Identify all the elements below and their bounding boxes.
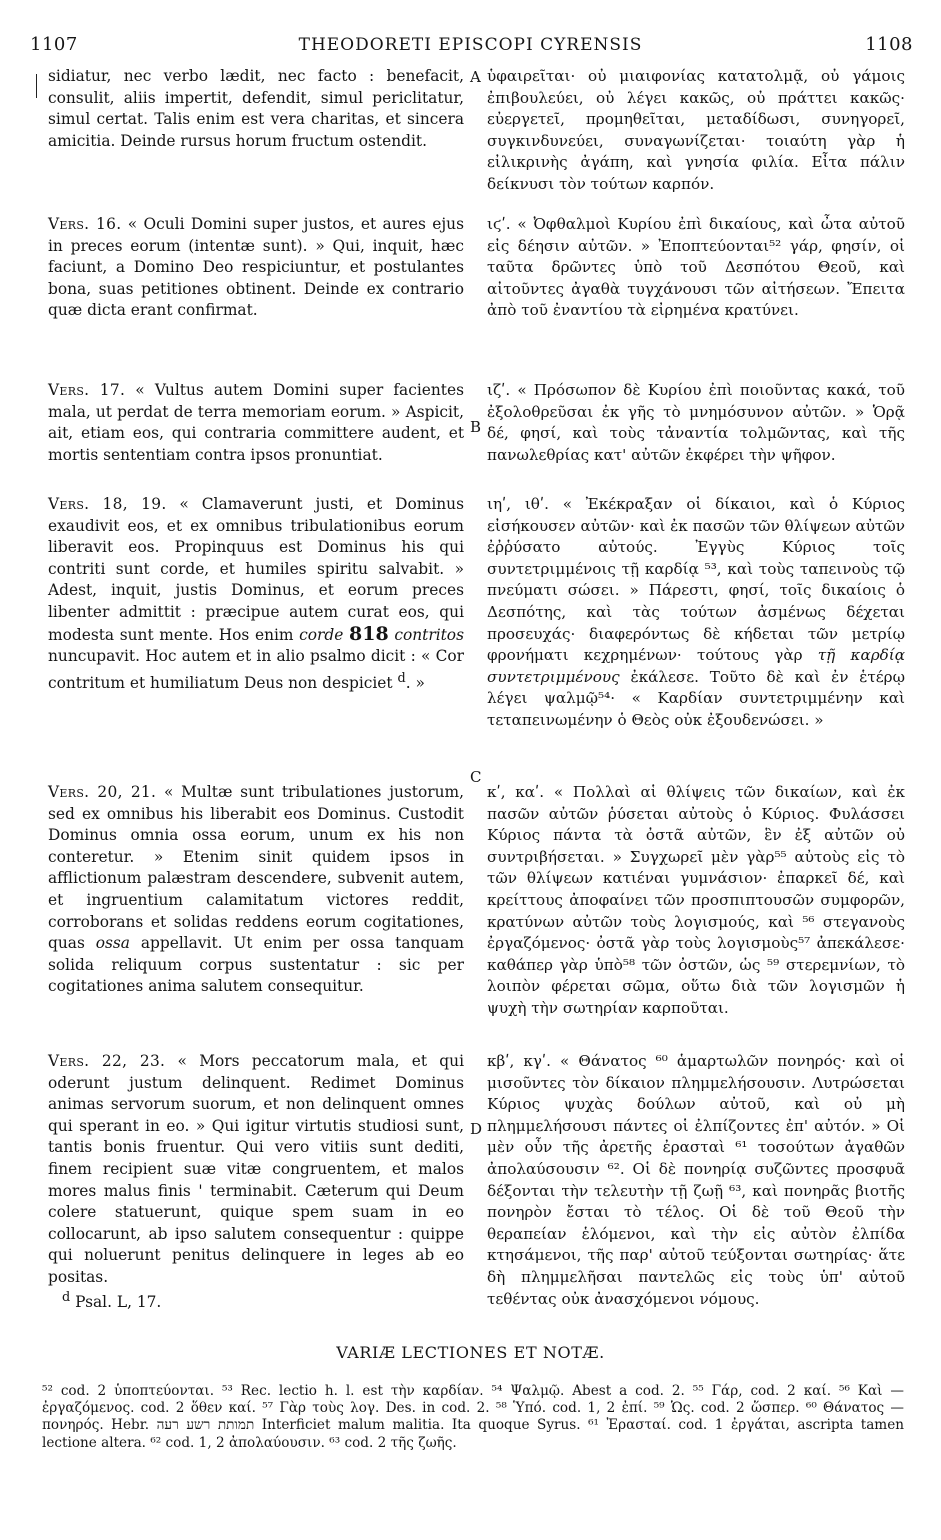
latin-text: « Clamaverunt justi, et Dominus exaudivit eos, et ex omnibus tribulationibus eorum liberavit eos. Propinquus est Dominus his qui contriti sunt corde, et humiles spiritu salvabit. » Adest, inquit, justis Dominus, et eorum preces libenter admittit : præcipue autem curat eos, qui modesta sunt mente. Hos enim — [48, 495, 464, 644]
latin-column — [48, 66, 464, 1286]
page-number-right: 1108 — [865, 34, 913, 55]
verse-label: κʹ, καʹ. — [487, 783, 545, 801]
latin-paragraph — [48, 214, 464, 376]
verse-label: Vers. 18, 19. — [48, 495, 167, 513]
verse-label: Vers. 17. — [48, 381, 126, 399]
greek-text: « Πολλαὶ αἱ θλίψεις τῶν δικαίων, καὶ ἐκ πασῶν αὐτῶν ῥύσεται αὐτοὺς ὁ Κύριος. Φυλάσσει Κύριος πάντα τὰ ὀστᾶ αὐτῶν, ἓν ἐξ αὐτῶν οὐ συντριβήσεται. » Συγχωρεῖ μὲν γὰρ⁵⁵ αὐτοὺς εἰς τὸ τῶν θλίψεων κατιέναι γυμνάσιον· ἐπαρκεῖ δέ, καὶ κρείττους ἀποφαίνει τῶν προσπιπτουσῶν συμφορῶν, κρατύνων αὐτῶν τοὺς λογισμούς, καὶ ⁵⁶ στεγανοὺς ἐργαζόμενος· ὀστᾶ γὰρ τοὺς λογισμοὺς⁵⁷ ἀπεκάλεσε· καθάπερ γὰρ ὑπὸ⁵⁸ τῶν ὀστῶν, ὡς ⁵⁹ στερεμνίων, τὸ λοιπὸν φέρεται σῶμα, οὕτω διὰ τῶν λογισμῶν ἡ ψυχὴ τὴν σωτηρίαν καρποῦται. — [487, 783, 905, 1017]
footnote-text: Psal. L, 17. — [75, 1293, 162, 1312]
footnote-ref: d — [397, 670, 406, 686]
section-marker-c: C — [470, 768, 482, 786]
margin-bracket — [36, 74, 37, 98]
latin-text: . » — [405, 673, 425, 692]
latin-text: « Mors peccatorum mala, et qui oderunt justum delinquent. Redimet Dominus animas servorum suorum, et non delinquent omnes qui sperant in eo. » Qui igitur virtutis studiosi sunt, tantis bonis fruentur. Qui vero vitiis sunt dediti, finem recipient suæ vitæ congruentem, et malos mores malus finis ' terminabit. Cæterum qui Deum colere statuerunt, quique spem suam in eo collocarunt, ab ipso salutem consequentur : quippe qui noluerunt penitus delinquere in leges ab eo positas. — [48, 1052, 464, 1286]
column-number: 818 — [349, 622, 389, 645]
page-number-left: 1107 — [30, 34, 78, 55]
greek-paragraph — [487, 1051, 906, 1308]
latin-text: « Oculi Domini super justos, et aures ejus in preces eorum (intentæ sunt). » Qui, inquit, hæc faciunt, a Domino Deo respiciuntur, et postulantes bona, suas petitiones obtinent. Deinde ex contrario quæ dicta erant confirmat. — [48, 215, 464, 320]
verse-label: ιζʹ. — [487, 381, 511, 399]
verse-label: ιηʹ, ιθʹ. — [487, 495, 549, 513]
greek-paragraph — [487, 494, 905, 756]
greek-text: « Ἐκέκραξαν οἱ δίκαιοι, καὶ ὁ Κύριος εἰσήκουσεν αὐτῶν· καὶ ἐκ πασῶν τῶν θλίψεων αὐτῶν ἐῤῥύσατο αὐτούς. Ἐγγὺς Κύριος τοῖς συντετριμμένοις τῇ καρδίᾳ ⁵³, καὶ τοὺς ταπεινοὺς τῷ πνεύματι σώσει. » Πάρεστι, φησί, τοῖς δικαίοις ὁ Δεσπότης, καὶ τὰς τούτων ἀσμένως δέχεται προσευχάς· διαφερόντως δὲ κήδεται τῶν μετρίῳ φρονήματι κεχρημένων· τούτους γὰρ — [487, 495, 906, 665]
section-marker-b: B — [470, 418, 482, 436]
greek-text: ἐκάλεσε. Τοῦτο δὲ καὶ ἐν ἑτέρῳ λέγει ψαλμῷ⁵⁴· « Καρδίαν συντετριμμένην καὶ τεταπεινωμένην ὁ Θεὸς οὐκ ἐξουδενώσει. » — [487, 667, 905, 729]
verse-label: Vers. 16. — [48, 215, 122, 233]
variae-text: ⁵² cod. 2 ὑποπτεύονται. ⁵³ Rec. lectio h. l. est τὴν καρδίαν. ⁵⁴ Ψαλμῷ. Abest a cod. 2. ⁵⁵ Γάρ, cod. 2 καί. ⁵⁶ Καὶ — ἐργαζόμενος. cod. 2 ὅθεν καί. ⁵⁷ Γὰρ τοὺς λογ. Des. in cod. 2. ⁵⁸ Ὑπό. cod. 1, 2 ἐπί. ⁵⁹ Ὡς. cod. 2 ὥσπερ. ⁶⁰ Θάνατος — πονηρός. Hebr. תמותת רשע רעה Interficiet malum malitia. Ita quoque Syrus. ⁶¹ Ἐρασταί. cod. 1 ἐργάται, ascripta tamen lectione altera. ⁶² cod. 1, 2 ἀπολαύουσιν. ⁶³ cod. 2 τῆς ζωῆς. — [42, 1383, 904, 1451]
latin-text: appellavit. Ut enim per ossa tanquam solida reliquum corpus sustentatur : sic per cogitationes anima salutem consequitur. — [48, 934, 464, 996]
latin-italic: ossa — [95, 934, 130, 953]
footnote-ref: d — [62, 1290, 71, 1305]
latin-text: nuncupavit. Hoc autem et in alio psalmo dicit : « Cor contritum et humiliatum Deus non despiciet — [48, 647, 464, 692]
greek-paragraph — [487, 782, 905, 1025]
latin-paragraph — [48, 1051, 464, 1286]
latin-paragraph — [48, 66, 464, 200]
variae-notes — [42, 1383, 904, 1452]
latin-text: « Multæ sunt tribulationes justorum, sed ex omnibus his liberabit eos Dominus. Custodit Dominus omnia ossa eorum, unum ex his non conteretur. » Etenim sinit quidem ipsos in afflictionum palæstram descendere, subvenit autem, et ingruentium calamitatum victores reddit, corroborans et solidas reddens eorum cogitationes, quas — [48, 783, 464, 953]
variae-title: VARIÆ LECTIONES ET NOTÆ. — [336, 1343, 605, 1362]
latin-italic: corde — [299, 625, 344, 644]
latin-text: « Vultus autem Domini super facientes mala, ut perdat de terra memoriam eorum. » Aspicit, ait, etiam eos, qui contraria committere audent, et mortis sententiam contra ipsos pronuntiat. — [48, 381, 464, 464]
greek-text: « Θάνατος ⁶⁰ ἁμαρτωλῶν πονηρός· καὶ οἱ μισοῦντες τὸν δίκαιον πλημμελήσουσιν. Λυτρώσεται Κύριος ψυχὰς δούλων αὐτοῦ, καὶ οὐ μὴ πλημμελήσουσι πάντες οἱ ἐλπίζοντες ἐπ' αὐτόν. » Οἱ μὲν οὖν τῆς ἀρετῆς ἐρασταὶ ⁶¹ τοσούτων ἀγαθῶν ἀπολαύσουσιν ⁶². Οἱ δὲ πονηρίᾳ συζῶντες προσφυᾶ δέξονται τὴν τελευτὴν τῇ ζωῇ ⁶³, καὶ πονηρᾶς βιοτῆς πονηρὸν ἔσται τὸ τέλος. Οἱ δὲ τοῦ Θεοῦ τὴν θεραπείαν ἑλόμενοι, καὶ τὴν εἰς αὐτὸν ἐλπίδα κτησάμενοι, τῆς παρ' αὐτοῦ τεύξονται σωτηρίας· ἅτε δὴ πλημμελῆσαι παντελῶς εἰς τοὺς ὑπ' αὐτοῦ τεθέντας οὐκ ἀνασχόμενοι νόμους. — [487, 1052, 906, 1308]
greek-paragraph — [487, 66, 905, 200]
page-header — [0, 0, 941, 64]
verse-label: ιϛʹ. — [487, 215, 511, 233]
greek-text: ὑφαιρεῖται· οὐ μιαιφονίας κατατολμᾷ, οὐ γάμοις ἐπιβουλεύει, οὐ λέγει κακῶς, οὐ πράττει κακῶς· εὐεργετεῖ, προμηθεῖται, μεταδίδωσι, συνηγορεῖ, συγκινδυνεύει, συναγωνίζεται· τοιαύτη γὰρ ἡ εἰλικρινὴς ἀγάπη, καὶ γνησία φιλία. Εἶτα πάλιν δείκνυσι τὸν τούτων καρπόν. — [487, 67, 905, 193]
section-marker-d: D — [470, 1120, 483, 1138]
greek-italic: τῇ καρδίᾳ συντετριμμένους — [487, 646, 906, 686]
greek-column — [487, 66, 906, 1308]
greek-paragraph — [487, 214, 905, 376]
footnote — [62, 1288, 161, 1312]
latin-italic: contritos — [394, 625, 464, 644]
verse-label: κβʹ, κγʹ. — [487, 1052, 551, 1070]
latin-text: sidiatur, nec verbo lædit, nec facto : benefacit, consulit, aliis impertit, defendit, simul periclitatur, simul certat. Talis enim est vera charitas, et sincera amicitia. Deinde rursus horum fructum ostendit. — [48, 67, 464, 150]
greek-text: « Πρόσωπον δὲ Κυρίου ἐπὶ ποιοῦντας κακά, τοῦ ἐξολοθρεῦσαι ἐκ γῆς τὸ μνημόσυνον αὐτῶν. » Ὁρᾷ δέ, φησί, καὶ τοὺς τἀναντία τολμῶντας, καὶ τῆς πανωλεθρίας κατ' αὐτῶν ἐκφέρει τὴν ψῆφον. — [487, 381, 906, 464]
greek-text: « Ὀφθαλμοὶ Κυρίου ἐπὶ δικαίους, καὶ ὦτα αὐτοῦ εἰς δέησιν αὐτῶν. » Ἐποπτεύονται⁵² γάρ, φησίν, οἱ ταῦτα δρῶντες ὑπὸ τοῦ Δεσπότου Θεοῦ, καὶ αἰτοῦντες ἀγαθὰ τυγχάνουσι τῶν αἰτήσεων. Ἔπειτα ἀπὸ τοῦ ἐναντίου τὰ εἰρημένα κρατύνει. — [487, 215, 906, 320]
verse-label: Vers. 22, 23. — [48, 1052, 166, 1070]
verse-label: Vers. 20, 21. — [48, 783, 157, 801]
latin-paragraph — [48, 782, 464, 1025]
latin-paragraph — [48, 380, 464, 490]
latin-paragraph — [48, 494, 464, 756]
greek-paragraph — [487, 380, 905, 490]
section-marker-a: A — [470, 68, 481, 86]
running-title: THEODORETI EPISCOPI CYRENSIS — [298, 35, 643, 55]
